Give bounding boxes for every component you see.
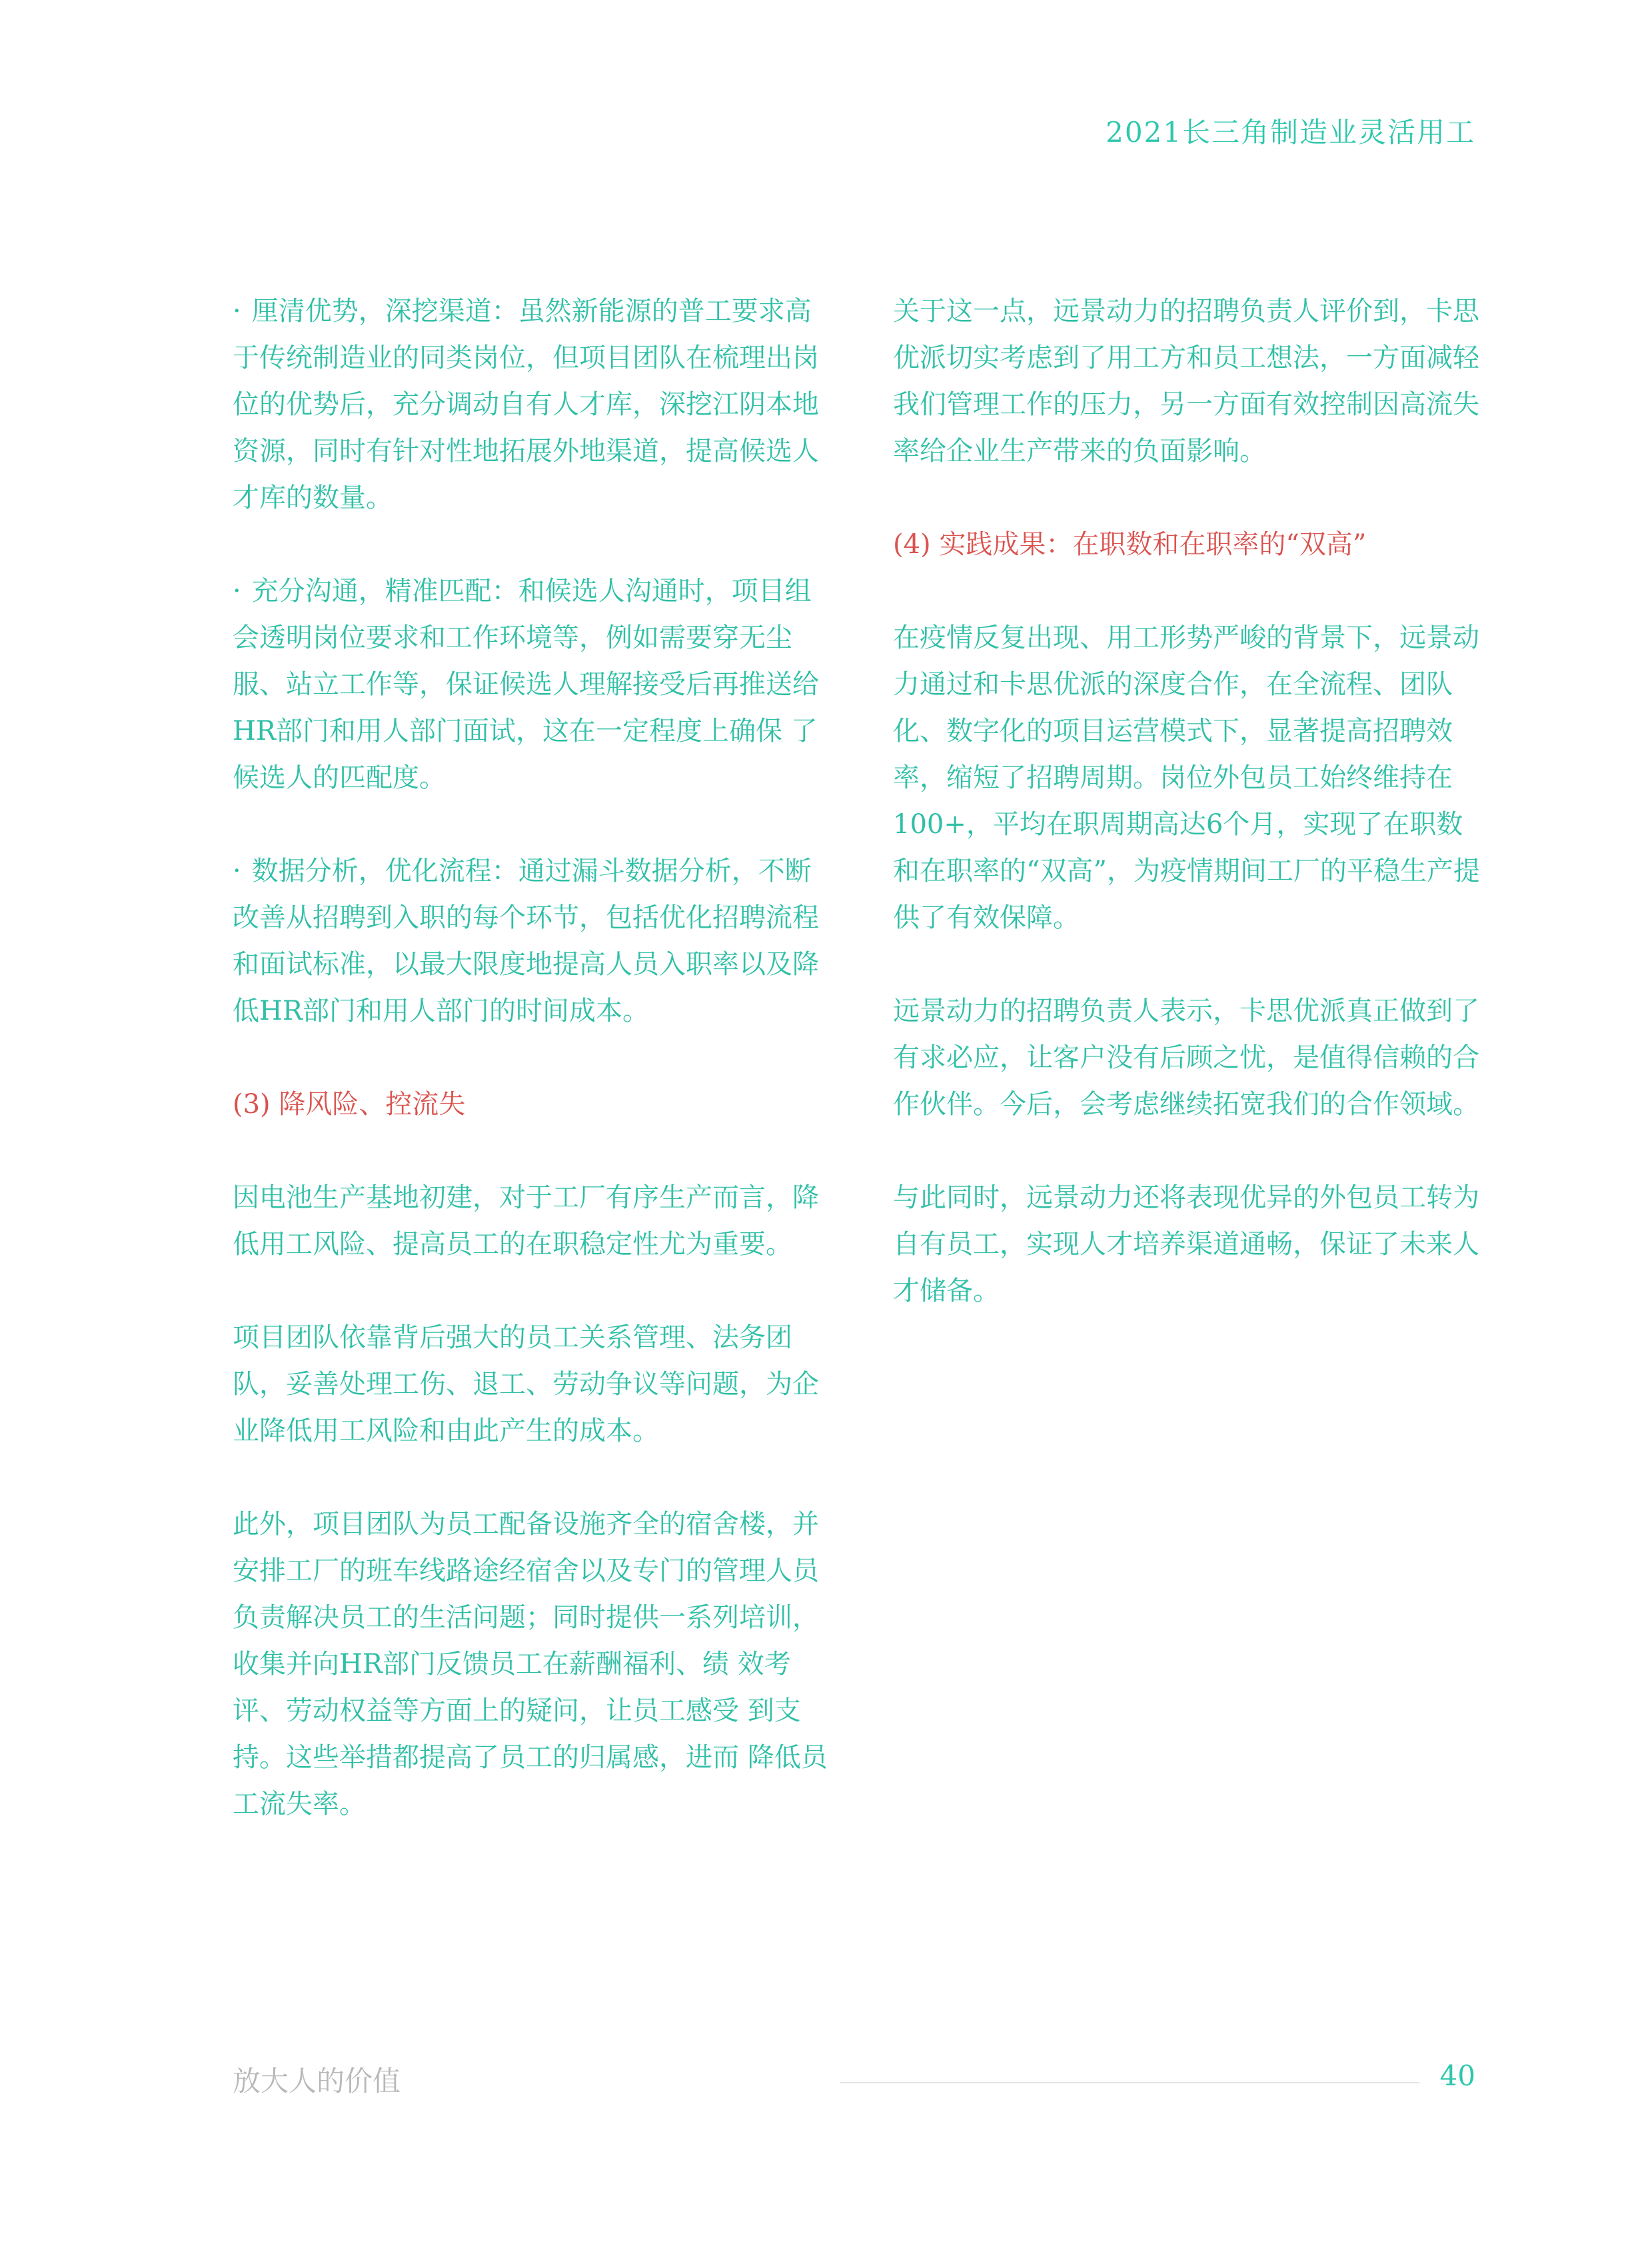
- paragraph-text: (3) 降风险、控流失: [233, 1089, 466, 1120]
- paragraph: [893, 988, 1489, 1128]
- footer-divider: [840, 2082, 1419, 2083]
- paragraph: [233, 1501, 829, 1827]
- paragraph-text: 厘清优势，深挖渠道：虽然新能源的普工要求高于传统制造业的同类岗位，但项目团队在梳理出岗位的优势后，充分调动自有人才库，深挖江阴本地资源，同时有针对性地拓展外地渠道，提高候选人才库的数量。: [233, 296, 819, 513]
- bullet-paragraph: [233, 848, 829, 1034]
- footer-tagline: 放大人的价值: [233, 2065, 401, 2097]
- paragraph-text: 此外，项目团队为员工配备设施齐全的宿舍楼，并安排工厂的班车线路途经宿舍以及专门的管理人员负责解决员工的生活问题；同时提供一系列培训，收集并向HR部门反馈员工在薪酬福利、绩 效考评、劳动权益等方面上的疑问，让员工感受 到支持。这些举措都提高了员工的归属感，进而 降低员工流失率。: [233, 1509, 828, 1819]
- bullet-icon: ·: [233, 296, 241, 327]
- page-header-title: 2021长三角制造业灵活用工: [1106, 116, 1475, 149]
- left-column: [233, 288, 829, 1874]
- paragraph: [233, 1174, 829, 1268]
- paragraph-text: 项目团队依靠背后强大的员工关系管理、法务团队，妥善处理工伤、退工、劳动争议等问题，为企业降低用工风险和由此产生的成本。: [233, 1322, 819, 1446]
- paragraph-text: 在疫情反复出现、用工形势严峻的背景下，远景动力通过和卡思优派的深度合作，在全流程、团队化、数字化的项目运营模式下，显著提高招聘效率，缩短了招聘周期。岗位外包员工始终维持在100+，平均在职周期高达6个月，实现了在职数和在职率的“双高”，为疫情期间工厂的平稳生产提供了有效保障。: [893, 622, 1480, 933]
- bullet-icon: ·: [233, 856, 241, 886]
- paragraph-text: (4) 实践成果：在职数和在职率的“双高”: [893, 529, 1367, 560]
- paragraph: [893, 1174, 1489, 1314]
- bullet-paragraph: [233, 568, 829, 801]
- paragraph: [893, 288, 1489, 475]
- section-heading: [893, 521, 1489, 568]
- paragraph-text: 关于这一点，远景动力的招聘负责人评价到，卡思优派切实考虑到了用工方和员工想法，一方面减轻我们管理工作的压力，另一方面有效控制因高流失率给企业生产带来的负面影响。: [893, 296, 1479, 467]
- right-column: [893, 288, 1489, 1361]
- paragraph: [893, 614, 1489, 941]
- paragraph-text: 与此同时，远景动力还将表现优异的外包员工转为自有员工，实现人才培养渠道通畅，保证了未来人才储备。: [893, 1182, 1479, 1306]
- paragraph-text: 因电池生产基地初建，对于工厂有序生产而言，降低用工风险、提高员工的在职稳定性尤为重要。: [233, 1182, 819, 1260]
- paragraph-text: 充分沟通，精准匹配：和候选人沟通时，项目组会透明岗位要求和工作环境等，例如需要穿无尘服、站立工作等，保证候选人理解接受后再推送给HR部门和用人部门面试，这在一定程度上确保 了候选人的匹配度。: [233, 576, 819, 793]
- paragraph-text: 数据分析，优化流程：通过漏斗数据分析，不断改善从招聘到入职的每个环节，包括优化招聘流程和面试标准，以最大限度地提高人员入职率以及降低HR部门和用人部门的时间成本。: [233, 856, 819, 1026]
- page-number: 40: [1439, 2059, 1475, 2092]
- paragraph: [233, 1314, 829, 1454]
- section-heading: [233, 1081, 829, 1128]
- bullet-paragraph: [233, 288, 829, 521]
- bullet-icon: ·: [233, 576, 241, 606]
- paragraph-text: 远景动力的招聘负责人表示，卡思优派真正做到了有求必应，让客户没有后顾之忧，是值得信赖的合作伙伴。今后，会考虑继续拓宽我们的合作领域。: [893, 996, 1479, 1120]
